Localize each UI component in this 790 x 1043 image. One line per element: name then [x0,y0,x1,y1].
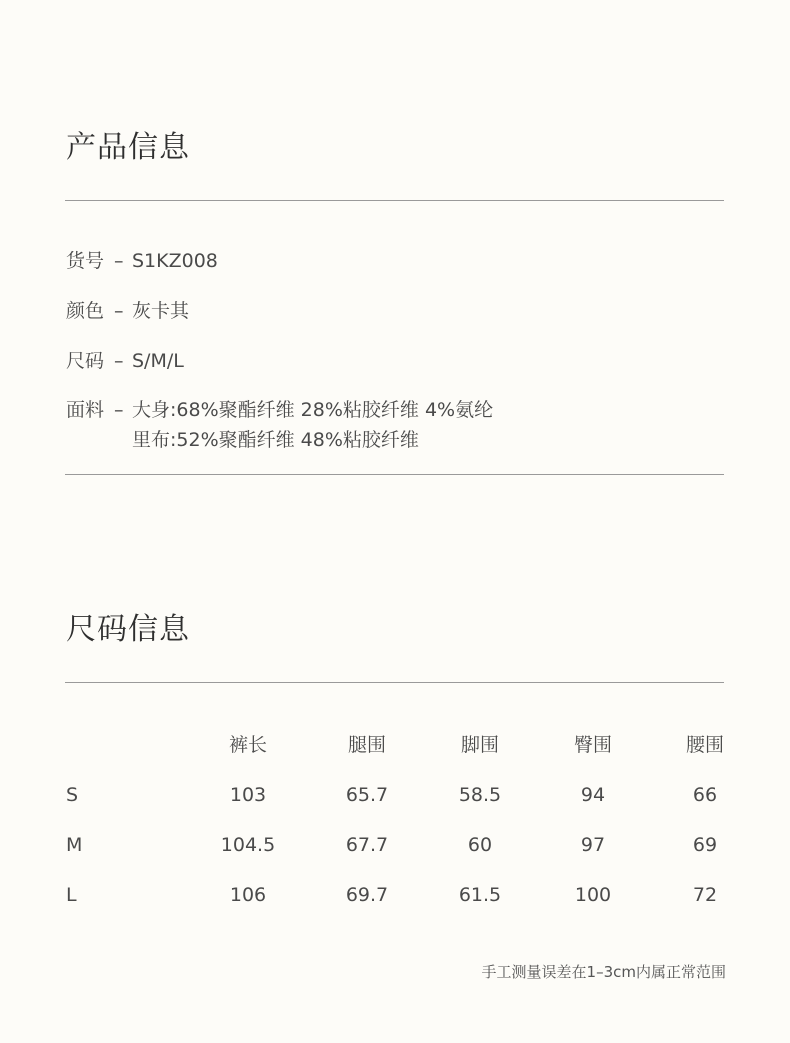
product-info-bottom-divider [65,474,724,475]
fabric-line-lining: 里布:52%聚酯纤维 48%粘胶纤维 [132,429,419,451]
size-label: M [66,834,83,856]
info-value: S/M/L [132,350,184,372]
size-info-divider [65,682,724,683]
product-info-top-divider [65,200,724,201]
info-value: S1KZ008 [132,250,218,272]
header-cell-waist: 腰围 [685,734,725,756]
table-cell: 65.7 [345,784,389,806]
table-cell: 103 [229,784,267,806]
info-row-item-number [66,246,218,276]
table-row [0,778,790,812]
table-cell: 58.5 [458,784,502,806]
header-cell-length: 裤长 [228,734,268,756]
info-value: 灰卡其 [132,300,190,322]
table-cell: 94 [580,784,606,806]
size-label: L [66,884,77,906]
table-cell: 100 [574,884,612,906]
table-cell: 66 [692,784,718,806]
info-dash: – [114,399,124,421]
table-cell: 72 [692,884,718,906]
info-row-size [66,346,184,376]
table-cell: 67.7 [345,834,389,856]
header-cell-hem: 脚围 [460,734,500,756]
table-cell: 97 [580,834,606,856]
info-dash: – [114,300,124,322]
info-label: 尺码 [66,350,105,372]
header-cell-hip: 臀围 [573,734,613,756]
table-cell: 106 [229,884,267,906]
size-info-title: 尺码信息 [66,612,190,647]
info-label: 货号 [66,250,105,272]
info-dash: – [114,250,124,272]
table-row [0,878,790,912]
size-table-header [0,728,790,762]
info-dash: – [114,350,124,372]
table-cell: 61.5 [458,884,502,906]
measurement-footnote: 手工测量误差在1–3cm内属正常范围 [481,963,726,981]
header-cell-leg: 腿围 [347,734,387,756]
table-cell: 60 [467,834,493,856]
table-cell: 69.7 [345,884,389,906]
product-info-title: 产品信息 [66,130,190,165]
info-row-fabric [66,395,493,455]
info-label: 面料 [66,399,105,421]
info-label: 颜色 [66,300,105,322]
table-cell: 69 [692,834,718,856]
size-label: S [66,784,79,806]
table-row [0,828,790,862]
info-row-color [66,296,189,326]
table-cell: 104.5 [220,834,276,856]
fabric-line-outer: 大身:68%聚酯纤维 28%粘胶纤维 4%氨纶 [132,399,494,421]
fabric-composition [132,395,493,455]
